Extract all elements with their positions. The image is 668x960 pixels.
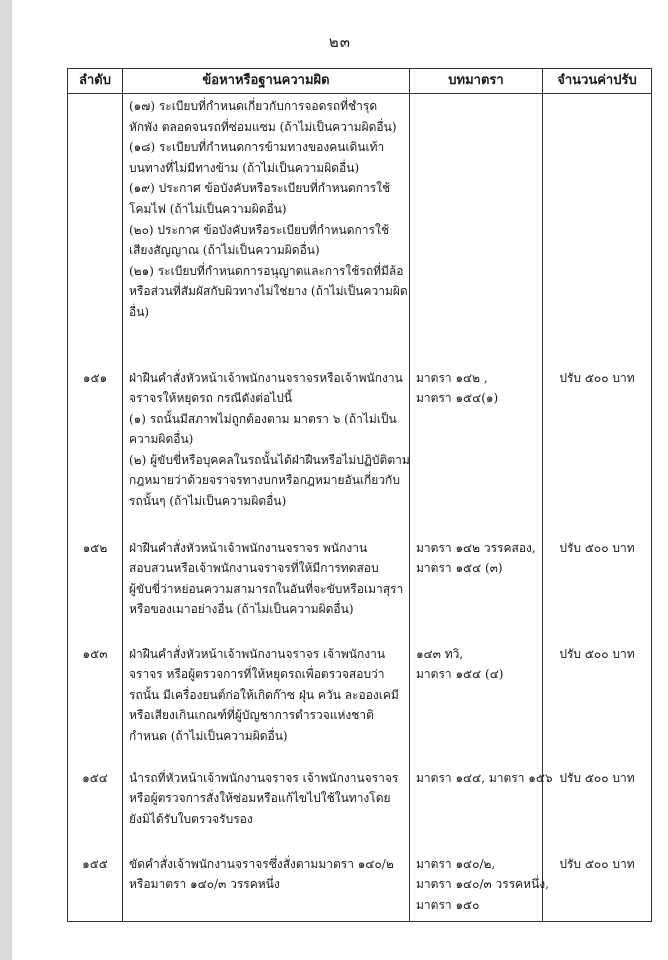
table-row xyxy=(68,768,652,854)
header-section: บทมาตรา xyxy=(410,69,543,94)
offense-fine-table xyxy=(67,68,652,922)
table-row xyxy=(68,854,652,922)
section-line: มาตรา ๑๕๐ xyxy=(416,897,480,912)
header-offense: ข้อหาหรือฐานความผิด xyxy=(123,69,410,94)
cell-order: ๑๕๕ xyxy=(68,854,123,922)
offense-line: กำหนด (ถ้าไม่เป็นความผิดอื่น) xyxy=(129,728,288,743)
section-line: มาตรา ๑๔๐/๓ วรรคหนึ่ง, xyxy=(416,877,549,892)
offense-line: ผู้ขับขี่ว่าหย่อนความสามารถในอันที่จะขับหรือเมาสุรา xyxy=(129,581,404,596)
offense-line: ยังมิได้รับใบตรวจรับรอง xyxy=(129,811,253,826)
table-row xyxy=(68,538,652,644)
offense-line: บนทางที่ไม่มีทางข้าม (ถ้าไม่เป็นความผิดอื่น) xyxy=(129,160,360,175)
section-line: มาตรา ๑๔๐/๒, xyxy=(416,856,496,871)
offense-line: รถนั้นๆ (ถ้าไม่เป็นความผิดอื่น) xyxy=(129,494,287,509)
offense-line: นำรถที่หัวหน้าเจ้าพนักงานจราจร เจ้าพนักงานจราจร xyxy=(129,770,399,785)
cell-fine: ปรับ ๕๐๐ บาท xyxy=(543,538,652,644)
cell-section xyxy=(410,368,543,538)
cell-offense xyxy=(123,768,410,854)
page-number: ๒๓ xyxy=(328,33,352,51)
offense-line: ขัดคำสั่งเจ้าพนักงานจราจรซึ่งสั่งตามมาตรา ๑๔๐/๒ xyxy=(129,856,394,871)
table-header-row xyxy=(68,69,652,94)
offense-line: จราจรให้หยุดรถ กรณีดังต่อไปนี้ xyxy=(129,391,293,406)
cell-section xyxy=(410,644,543,768)
section-line: มาตรา ๑๕๔ (๓) xyxy=(416,561,503,576)
offense-line: ความผิดอื่น) xyxy=(129,432,194,447)
offense-line: หรือเสียงเกินเกณฑ์ที่ผู้บัญชาการตำรวจแห่งชาติ xyxy=(129,708,374,723)
section-line: มาตรา ๑๕๔(๑) xyxy=(416,391,499,406)
offense-line: อื่น) xyxy=(129,304,150,319)
cell-offense xyxy=(123,644,410,768)
offense-line: หรือผู้ตรวจการสั่งให้ซ่อมหรือแก้ไขไปใช้ในทางโดย xyxy=(129,791,391,806)
offense-line: (๒๑) ระเบียบที่กำหนดการอนุญาตและการใช้รถที่มีล้อ xyxy=(129,263,404,278)
offense-line: โคมไฟ (ถ้าไม่เป็นความผิดอื่น) xyxy=(129,201,287,216)
offense-line: เสียงสัญญาณ (ถ้าไม่เป็นความผิดอื่น) xyxy=(129,243,320,258)
table-row xyxy=(68,644,652,768)
offense-line: ฝ่าฝืนคำสั่งหัวหน้าเจ้าพนักงานจราจรหรือเจ้าพนักงาน xyxy=(129,370,403,385)
cell-fine: ปรับ ๕๐๐ บาท xyxy=(543,368,652,538)
cell-offense xyxy=(123,94,410,368)
cell-offense xyxy=(123,854,410,922)
cell-fine xyxy=(543,94,652,368)
offense-line: กฎหมายว่าด้วยจราจรทางบกหรือกฎหมายอันเกี่ยวกับ xyxy=(129,473,400,488)
table-row-continuation xyxy=(68,94,652,368)
section-line: มาตรา ๑๕๔ (๔) xyxy=(416,667,504,682)
cell-order: ๑๕๒ xyxy=(68,538,123,644)
offense-line: (๒๐) ประกาศ ข้อบังคับหรือระเบียบที่กำหนดการใช้ xyxy=(129,222,389,237)
offense-line: ฝ่าฝืนคำสั่งหัวหน้าเจ้าพนักงานจราจร เจ้าพนักงาน xyxy=(129,646,386,661)
cell-order xyxy=(68,94,123,368)
offense-line: หรือส่วนที่สัมผัสกับผิวทางไม่ใช่ยาง (ถ้าไม่เป็นความผิด xyxy=(129,284,408,299)
offense-line: หรือมาตรา ๑๔๐/๓ วรรคหนึ่ง xyxy=(129,877,280,892)
cell-fine: ปรับ ๕๐๐ บาท xyxy=(543,854,652,922)
section-line: มาตรา ๑๔๒ , xyxy=(416,370,488,385)
section-line: มาตรา ๑๔๔, มาตรา ๑๕๖ xyxy=(416,770,553,785)
offense-line: ฝ่าฝืนคำสั่งหัวหน้าเจ้าพนักงานจราจร พนักงาน xyxy=(129,540,368,555)
cell-section xyxy=(410,768,553,854)
offense-line: (๑๗) ระเบียบที่กำหนดเกี่ยวกับการจอดรถที่ชำรุด xyxy=(129,99,378,113)
offense-line: สอบสวนหรือเจ้าพนักงานจราจรที่ให้มีการทดสอบ xyxy=(129,561,379,576)
cell-order: ๑๕๔ xyxy=(68,768,123,854)
cell-order: ๑๕๓ xyxy=(68,644,123,768)
offense-line: รถนั้น มีเครื่องยนต์ก่อให้เกิดก๊าซ ฝุ่น ควัน ละอองเคมี xyxy=(129,687,399,702)
offense-line: (๑) รถนั้นมีสภาพไม่ถูกต้องตาม มาตรา ๖ (ถ้าไม่เป็น xyxy=(129,411,397,426)
offense-line: หักพัง ตลอดจนรถที่ซ่อมแซม (ถ้าไม่เป็นความผิดอื่น) xyxy=(129,119,397,134)
offense-line: (๑๘) ระเบียบที่กำหนดการข้ามทางของคนเดินเท้า xyxy=(129,140,385,155)
section-line: ๑๔๓ ทวิ, xyxy=(416,646,464,661)
offense-line: (๒) ผู้ขับขี่หรือบุคคลในรถนั้นได้ฝ่าฝืนหรือไม่ปฏิบัติตาม xyxy=(129,452,410,467)
offense-line: หรือของเมาอย่างอื่น (ถ้าไม่เป็นความผิดอื่น) xyxy=(129,602,354,617)
header-fine: จำนวนค่าปรับ xyxy=(543,69,652,94)
cell-offense xyxy=(123,368,410,538)
cell-section xyxy=(410,94,543,368)
section-line: มาตรา ๑๔๒ วรรคสอง, xyxy=(416,540,536,555)
offense-line: จราจร หรือผู้ตรวจการที่ให้หยุดรถเพื่อตรวจสอบว่า xyxy=(129,667,385,682)
document-page xyxy=(12,0,668,960)
offense-line: (๑๙) ประกาศ ข้อบังคับหรือระเบียบที่กำหนดการใช้ xyxy=(129,181,391,196)
cell-section xyxy=(410,854,549,922)
cell-order: ๑๕๑ xyxy=(68,368,123,538)
cell-section xyxy=(410,538,543,644)
cell-offense xyxy=(123,538,410,644)
table-row xyxy=(68,368,652,538)
cell-fine: ปรับ ๕๐๐ บาท xyxy=(543,768,652,854)
cell-fine: ปรับ ๕๐๐ บาท xyxy=(543,644,652,768)
header-order: ลำดับ xyxy=(68,69,123,94)
